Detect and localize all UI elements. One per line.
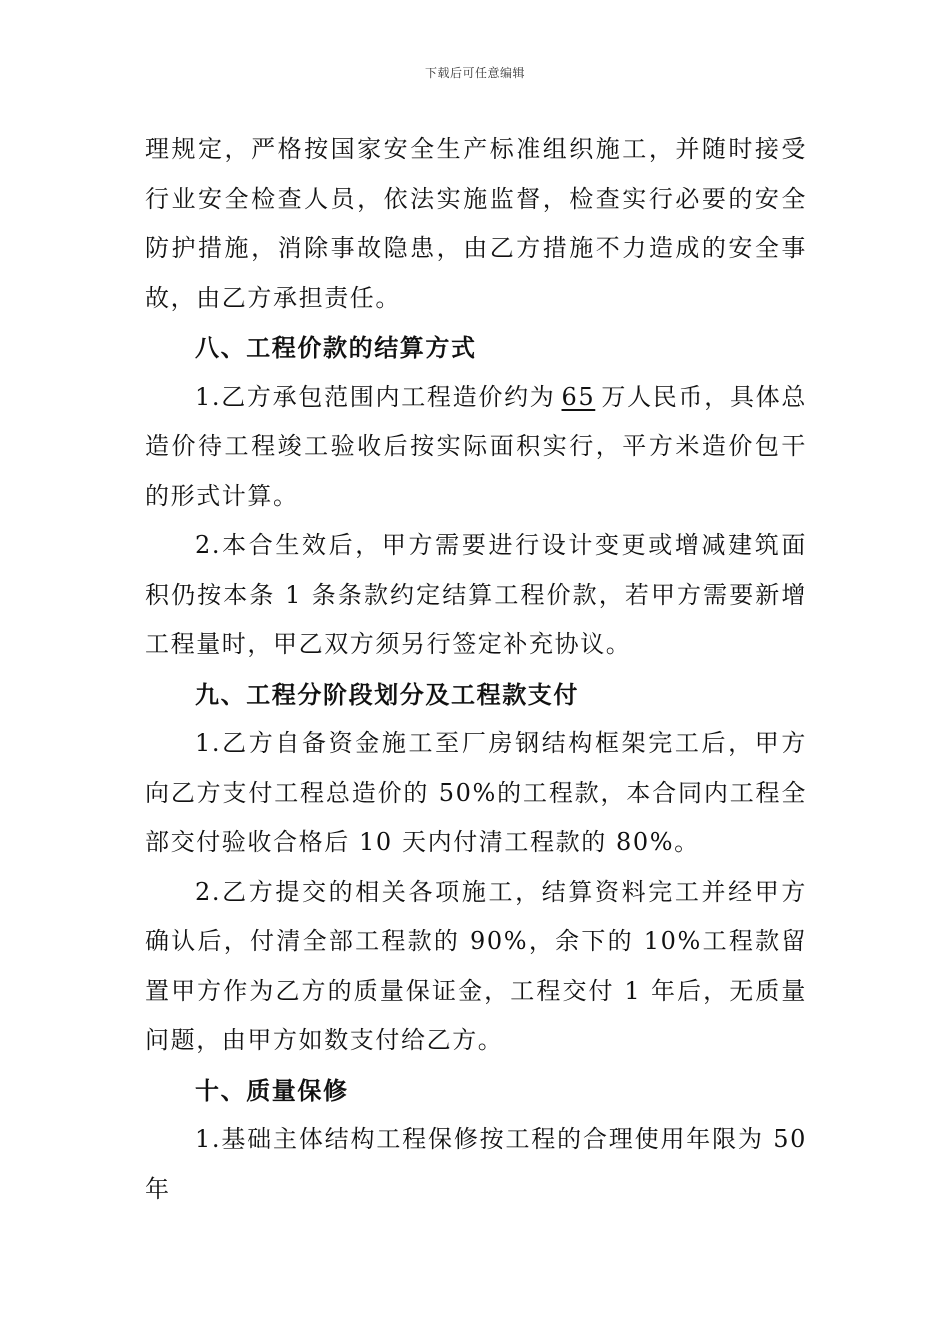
paragraph-9-2: 2.乙方提交的相关各项施工，结算资料完工并经甲方确认后，付清全部工程款的 90%，余下的 10%工程款留置甲方作为乙方的质量保证金，工程交付 1 年后，无质量问题，由甲方如数支付给乙方。	[145, 877, 807, 1054]
paragraph-8-2: 2.本合生效后，甲方需要进行设计变更或增减建筑面积仍按本条 1 条条款约定结算工程价款，若甲方需要新增工程量时，甲乙双方须另行签定补充协议。	[145, 531, 807, 658]
section-heading-9: 九、工程分阶段划分及工程款支付	[195, 679, 579, 709]
document-body	[145, 125, 807, 1214]
section-heading-8: 八、工程价款的结算方式	[195, 333, 477, 362]
paragraph-9-1: 1.乙方自备资金施工至厂房钢结构框架完工后，甲方向乙方支付工程总造价的 50%的工程款，本合同内工程全部交付验收合格后 10 天内付清工程款的 80%。	[145, 729, 807, 856]
paragraph-8-1	[145, 373, 807, 522]
paragraph-8-1-lead: 1.乙方承包范围内工程造价约为	[195, 382, 556, 411]
contract-amount-blank	[556, 383, 602, 411]
paragraph-10-1: 1.基础主体结构工程保修按工程的合理使用年限为 50 年	[145, 1125, 807, 1203]
header-note: 下载后可任意编辑	[424, 66, 525, 80]
paragraph-safety-continued: 理规定，严格按国家安全生产标准组织施工，并随时接受行业安全检查人员，依法实施监督，检查实行必要的安全防护措施，消除事故隐患，由乙方措施不力造成的安全事故，由乙方承担责任。	[145, 135, 807, 312]
contract-amount: 65	[561, 382, 596, 411]
section-heading-10: 十、质量保修	[195, 1075, 349, 1105]
paragraph-8-1-rest: 万人民币，具体总造价待工程竣工验收后按实际面积实行，平方米造价包干的形式计算。	[145, 382, 807, 510]
